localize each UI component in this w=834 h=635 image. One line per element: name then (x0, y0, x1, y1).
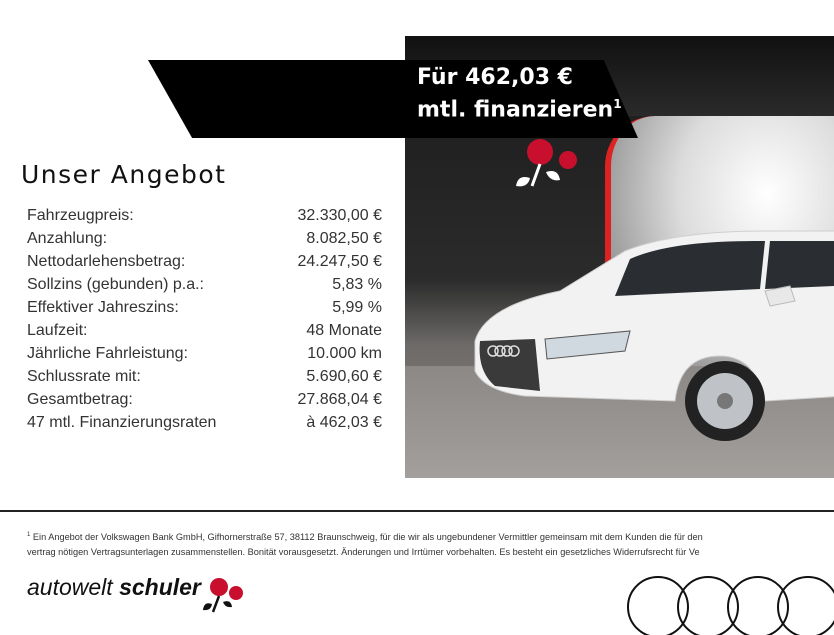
footnote-mark: 1 (613, 97, 622, 111)
offer-label: Fahrzeugpreis: (27, 207, 134, 224)
offer-row (27, 368, 382, 391)
banner-price-line: Für 462,03 € (417, 65, 573, 90)
offer-value: 48 Monate (306, 322, 382, 339)
offer-label: Gesamtbetrag: (27, 391, 133, 408)
divider (0, 510, 834, 512)
offer-value: 10.000 km (307, 345, 382, 362)
offer-row (27, 253, 382, 276)
offer-row (27, 276, 382, 299)
audi-rings-icon (626, 575, 834, 635)
offer-value: 5,99 % (332, 299, 382, 316)
offer-value: 27.868,04 € (297, 391, 382, 408)
brand-logo-text: autowelt schuler (27, 574, 201, 600)
offer-value: 5,83 % (332, 276, 382, 293)
offer-label: Laufzeit: (27, 322, 88, 339)
offer-label: Effektiver Jahreszins: (27, 299, 179, 316)
offer-label: Jährliche Fahrleistung: (27, 345, 188, 362)
rose-logo-icon (510, 134, 590, 194)
footnote-mark: 1 (27, 532, 31, 538)
offer-value: à 462,03 € (306, 414, 382, 431)
offer-row (27, 299, 382, 322)
offer-table (27, 207, 382, 437)
offer-label: 47 mtl. Finanzierungsraten (27, 414, 217, 431)
footnote-line-1: $^1$ Ein Angebot der Volkswagen Bank GmbH, Gifhornerstraße 57, 38112 Braunschweig, für die wir als ungebundener Vermittler gemeinsam mit dem Kunden die für den (27, 532, 703, 543)
offer-label: Sollzins (gebunden) p.a.: (27, 276, 204, 293)
offer-label: Schlussrate mit: (27, 368, 141, 385)
offer-row (27, 391, 382, 414)
offer-value: 8.082,50 € (306, 230, 382, 247)
offer-label: Anzahlung: (27, 230, 108, 247)
offer-row (27, 230, 382, 253)
footnote-line-2: vertrag nötigen Vertragsunterlagen zusammenstellen. Bonität vorausgesetzt. Änderungen und Irrtümer vorbehalten. Es besteht ein gesetzliches Widerrufsrecht für Ve (27, 547, 700, 558)
footnote (27, 528, 834, 560)
offer-row (27, 207, 382, 230)
offer-label: Nettodarlehensbetrag: (27, 253, 186, 270)
rose-logo-icon (203, 576, 247, 614)
banner-finance-line: mtl. finanzieren$^1$ (417, 97, 622, 123)
offer-title: Unser Angebot (21, 160, 227, 189)
offer-row (27, 345, 382, 368)
price-banner-text (417, 64, 622, 123)
offer-value: 32.330,00 € (297, 207, 382, 224)
offer-row (27, 322, 382, 345)
offer-value: 5.690,60 € (306, 368, 382, 385)
offer-value: 24.247,50 € (297, 253, 382, 270)
car-image (465, 191, 834, 441)
offer-row (27, 414, 382, 437)
